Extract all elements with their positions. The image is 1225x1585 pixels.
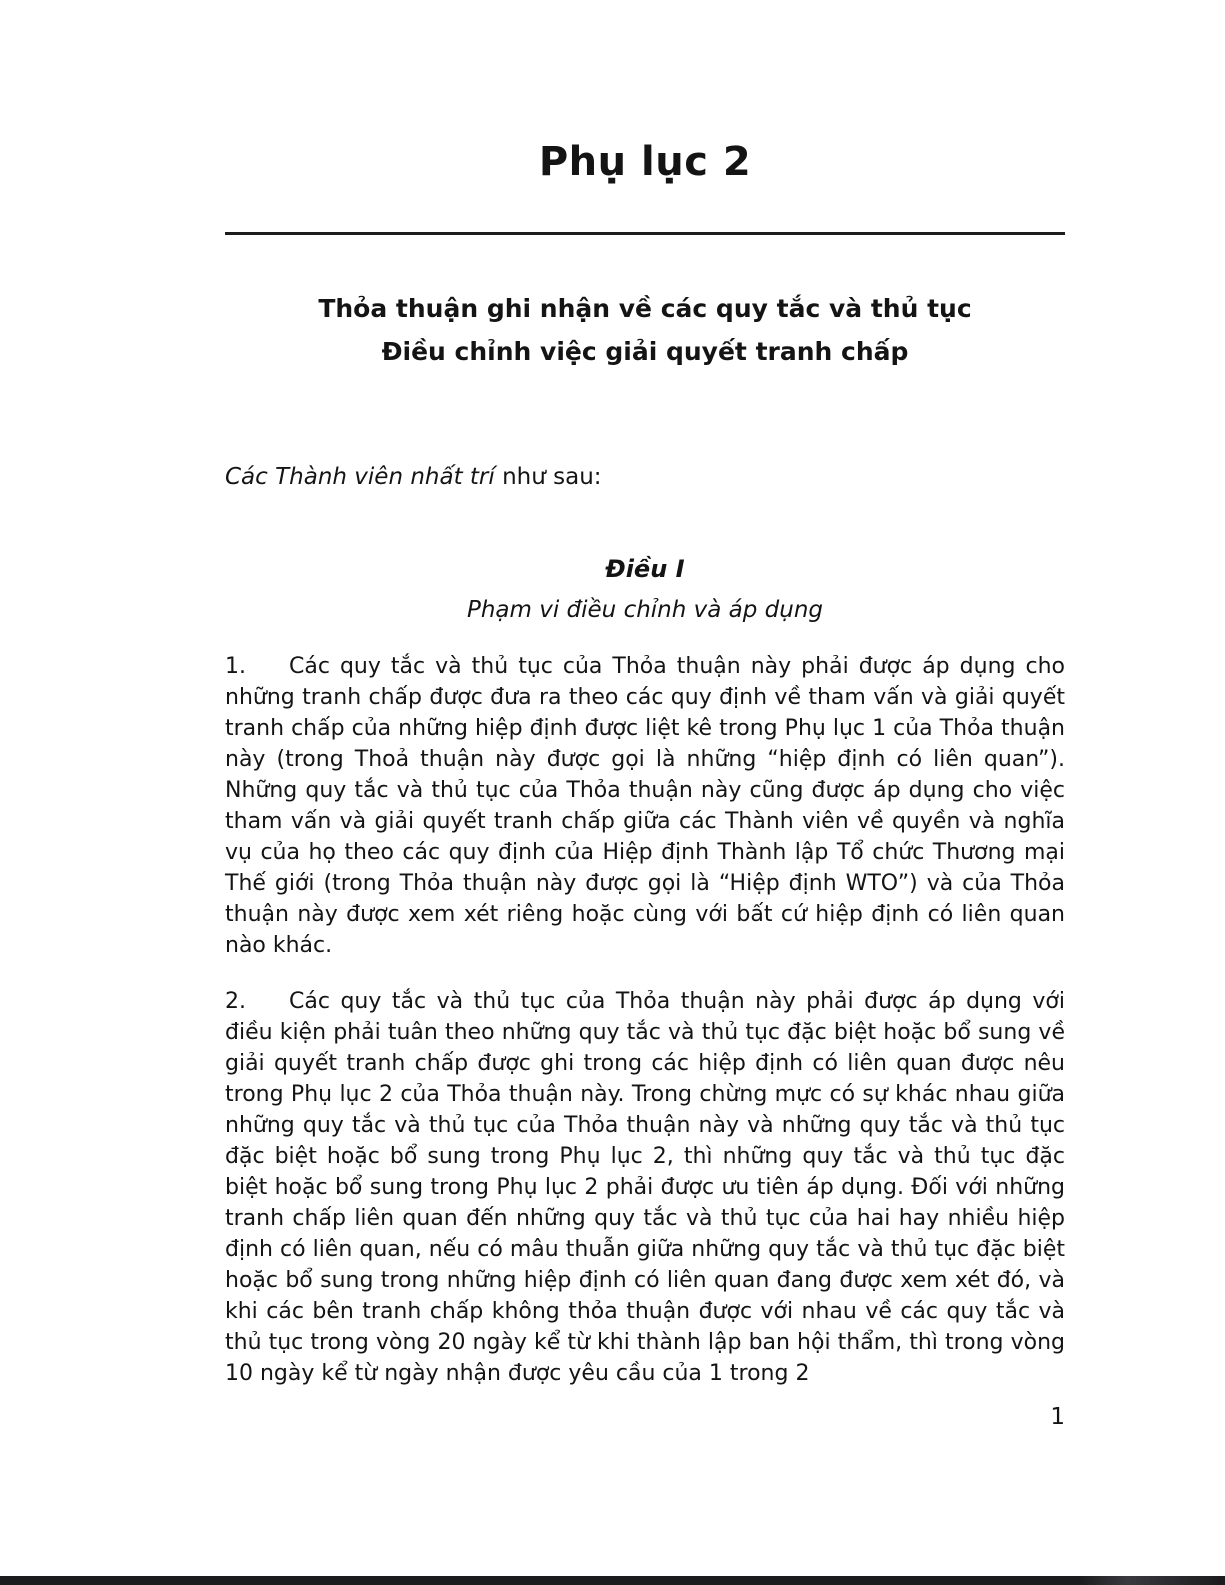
document-page xyxy=(225,0,1065,1389)
paragraph-2-number: 2. xyxy=(225,989,246,1014)
document-title: Phụ lục 2 xyxy=(538,139,752,185)
page-number: 1 xyxy=(1050,1404,1065,1430)
paragraph-1 xyxy=(225,651,1065,961)
heading-line-2: Điều chỉnh việc giải quyết tranh chấp xyxy=(381,337,909,366)
intro-line xyxy=(225,461,1065,493)
paragraph-2 xyxy=(225,986,1065,1389)
taskbar-strip xyxy=(0,1576,1225,1585)
article-subtitle: Phạm vi điều chỉnh và áp dụng xyxy=(466,597,824,623)
document-heading xyxy=(225,287,1065,373)
paragraph-1-number: 1. xyxy=(225,654,246,679)
paragraph-2-text: Các quy tắc và thủ tục của Thỏa thuận này phải được áp dụng với điều kiện phải tuân theo những quy tắc và thủ tục đặc biệt hoặc bổ sung về giải quyết tranh chấp được ghi trong các hiệp định có liên quan được nêu trong Phụ lục 2 của Thỏa thuận này. Trong chừng mực có sự khác nhau giữa những quy tắc và thủ tục của Thỏa thuận này và những quy tắc và thủ tục đặc biệt hoặc bổ sung trong Phụ lục 2, thì những quy tắc và thủ tục đặc biệt hoặc bổ sung trong Phụ lục 2 phải được ưu tiên áp dụng. Đối với những tranh chấp liên quan đến những quy tắc và thủ tục của hai hay nhiều hiệp định có liên quan, nếu có mâu thuẫn giữa những quy tắc và thủ tục đặc biệt hoặc bổ sung trong những hiệp định có liên quan đang được xem xét đó, và khi các bên tranh chấp không thỏa thuận được với nhau về các quy tắc và thủ tục trong vòng 20 ngày kể từ khi thành lập ban hội thẩm, thì trong vòng 10 ngày kể từ ngày nhận được yêu cầu của 1 trong 2 xyxy=(225,989,1065,1386)
article-title: Điều I xyxy=(605,555,685,583)
paragraph-1-text: Các quy tắc và thủ tục của Thỏa thuận này phải được áp dụng cho những tranh chấp được đưa ra theo các quy định về tham vấn và giải quyết tranh chấp của những hiệp định được liệt kê trong Phụ lục 1 của Thỏa thuận này (trong Thoả thuận này được gọi là những “hiệp định có liên quan”). Những quy tắc và thủ tục của Thỏa thuận này cũng được áp dụng cho việc tham vấn và giải quyết tranh chấp giữa các Thành viên về quyền và nghĩa vụ của họ theo các quy định của Hiệp định Thành lập Tổ chức Thương mại Thế giới (trong Thỏa thuận này được gọi là “Hiệp định WTO”) và của Thỏa thuận này được xem xét riêng hoặc cùng với bất cứ hiệp định có liên quan nào khác. xyxy=(225,654,1065,958)
title-divider-line xyxy=(225,232,1065,235)
intro-italic-text: Các Thành viên nhất trí xyxy=(225,464,495,490)
intro-regular-text: như sau: xyxy=(502,464,602,490)
heading-line-1: Thỏa thuận ghi nhận về các quy tắc và thủ tục xyxy=(318,294,972,323)
